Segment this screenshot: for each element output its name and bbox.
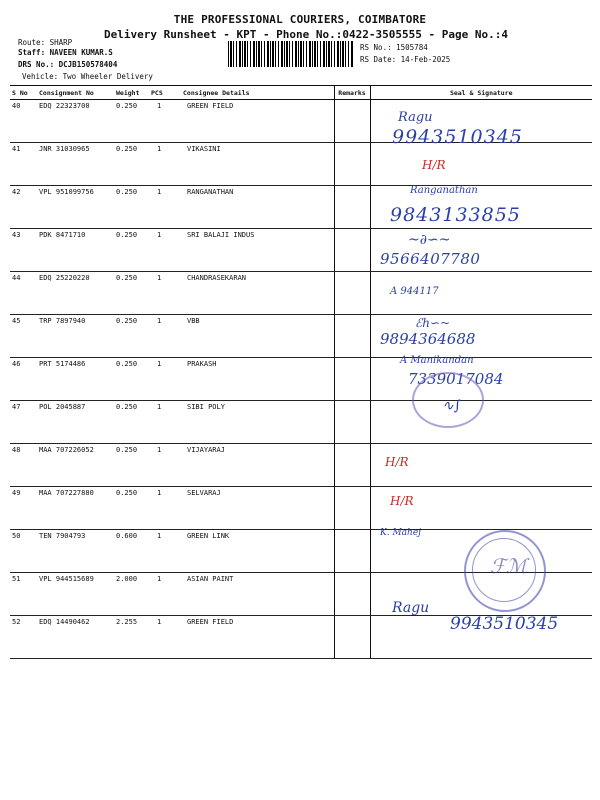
pcs-cell: 1 — [149, 272, 181, 315]
sig-r47-scribble: ∿∫ — [442, 398, 462, 414]
sno-cell: 47 — [10, 401, 37, 444]
consignment-cell: EDQ 14490462 — [37, 616, 114, 659]
consignee-cell: GREEN FIELD — [181, 100, 334, 143]
remarks-cell — [334, 100, 370, 143]
consignment-cell: TRP 7897940 — [37, 315, 114, 358]
header-weight: Weight — [114, 86, 149, 100]
table-row — [10, 358, 592, 401]
consignee-cell: SIBI POLY — [181, 401, 334, 444]
weight-cell: 0.250 — [114, 229, 149, 272]
remarks-cell — [334, 616, 370, 659]
consignment-cell: VPL 951099756 — [37, 186, 114, 229]
remarks-cell — [334, 530, 370, 573]
pcs-cell: 1 — [149, 315, 181, 358]
consignee-cell: SELVARAJ — [181, 487, 334, 530]
sig-r41-mark: H/R — [422, 158, 446, 172]
pcs-cell: 1 — [149, 100, 181, 143]
consignment-cell: TEN 7904793 — [37, 530, 114, 573]
sno-cell: 50 — [10, 530, 37, 573]
weight-cell: 0.250 — [114, 487, 149, 530]
remarks-cell — [334, 358, 370, 401]
sig-r42-phone: 9843133855 — [390, 204, 521, 226]
consignee-cell: VIKASINI — [181, 143, 334, 186]
consignee-cell: PRAKASH — [181, 358, 334, 401]
weight-cell: 0.600 — [114, 530, 149, 573]
pcs-cell: 1 — [149, 573, 181, 616]
sig-r46-phone: 9894364688 — [380, 330, 476, 348]
stamp-signature: ℱℳ — [490, 554, 528, 578]
weight-cell: 0.250 — [114, 401, 149, 444]
header-consignee: Consignee Details — [181, 86, 334, 100]
sig-r52-phone: 9943510345 — [450, 614, 559, 634]
sig-r43-phone: 9566407780 — [380, 250, 481, 268]
sno-cell: 43 — [10, 229, 37, 272]
consignment-cell: JNR 31030965 — [37, 143, 114, 186]
route-label: Route: SHARP — [18, 38, 73, 47]
weight-cell: 0.250 — [114, 143, 149, 186]
table-row — [10, 272, 592, 315]
remarks-cell — [334, 186, 370, 229]
drs-label: DRS No.: DCJB150578404 — [18, 60, 118, 69]
remarks-cell — [334, 401, 370, 444]
weight-cell: 0.250 — [114, 100, 149, 143]
weight-cell: 0.250 — [114, 272, 149, 315]
sig-r50-name: K. Mahej — [380, 528, 421, 538]
consignment-cell: EDQ 22323700 — [37, 100, 114, 143]
table-row — [10, 401, 592, 444]
sig-r45-scribble: ℰℎ∽~ — [415, 316, 451, 330]
sig-r40-phone: 9943510345 — [392, 126, 523, 148]
consignment-cell: MAA 707227880 — [37, 487, 114, 530]
consignee-cell: SRI BALAJI INDUS — [181, 229, 334, 272]
remarks-cell — [334, 573, 370, 616]
pcs-cell: 1 — [149, 444, 181, 487]
table-row — [10, 229, 592, 272]
barcode-image — [228, 41, 354, 67]
header-signature: Seal & Signature — [370, 86, 592, 100]
sno-cell: 40 — [10, 100, 37, 143]
remarks-cell — [334, 229, 370, 272]
consignment-cell: POL 2045887 — [37, 401, 114, 444]
rs-number: RS No.: 1505784 — [360, 43, 428, 52]
remarks-cell — [334, 487, 370, 530]
consignee-cell: VBB — [181, 315, 334, 358]
remarks-cell — [334, 272, 370, 315]
header-consignment: Consignment No — [37, 86, 114, 100]
sno-cell: 51 — [10, 573, 37, 616]
pcs-cell: 1 — [149, 401, 181, 444]
pcs-cell: 1 — [149, 143, 181, 186]
header-pcs: PCS — [149, 86, 181, 100]
weight-cell: 0.250 — [114, 315, 149, 358]
sig-r42-name: Ranganathan — [410, 185, 478, 196]
pcs-cell: 1 — [149, 616, 181, 659]
signature-cell — [370, 487, 592, 530]
sig-r48-mark: H/R — [385, 455, 409, 469]
sig-r52-name: Ragu — [392, 600, 430, 616]
consignment-cell: PDK 8471710 — [37, 229, 114, 272]
company-title: THE PROFESSIONAL COURIERS, COIMBATORE — [173, 13, 427, 26]
consignee-cell: GREEN LINK — [181, 530, 334, 573]
sno-cell: 45 — [10, 315, 37, 358]
table-row — [10, 444, 592, 487]
sno-cell: 52 — [10, 616, 37, 659]
sno-cell: 48 — [10, 444, 37, 487]
sno-cell: 44 — [10, 272, 37, 315]
sig-r47-phone: 7339017084 — [408, 370, 504, 388]
sig-r40-name: Ragu — [398, 110, 433, 125]
sig-r47-name: A Manikandan — [400, 355, 474, 366]
remarks-cell — [334, 444, 370, 487]
pcs-cell: 1 — [149, 487, 181, 530]
sno-cell: 42 — [10, 186, 37, 229]
consignee-cell: VIJAYARAJ — [181, 444, 334, 487]
consignment-cell: MAA 707226052 — [37, 444, 114, 487]
weight-cell: 2.000 — [114, 573, 149, 616]
rs-date: RS Date: 14-Feb-2025 — [360, 55, 451, 64]
weight-cell: 0.250 — [114, 186, 149, 229]
sig-r43-scribble: ~∂∽~ — [408, 232, 451, 248]
header-remarks: Remarks — [334, 86, 370, 100]
sig-r49-mark: H/R — [390, 494, 414, 508]
signature-cell — [370, 143, 592, 186]
pcs-cell: 1 — [149, 358, 181, 401]
consignee-cell: GREEN FIELD — [181, 616, 334, 659]
table-row — [10, 487, 592, 530]
weight-cell: 0.250 — [114, 358, 149, 401]
sno-cell: 41 — [10, 143, 37, 186]
pcs-cell: 1 — [149, 530, 181, 573]
sno-cell: 49 — [10, 487, 37, 530]
consignment-cell: EDQ 25220220 — [37, 272, 114, 315]
staff-label: Staff: NAVEEN KUMAR.S — [18, 48, 113, 57]
pcs-cell: 1 — [149, 186, 181, 229]
sig-r44-mark: A 944117 — [390, 286, 439, 297]
sno-cell: 46 — [10, 358, 37, 401]
remarks-cell — [334, 143, 370, 186]
table-row — [10, 315, 592, 358]
pcs-cell: 1 — [149, 229, 181, 272]
consignee-cell: RANGANATHAN — [181, 186, 334, 229]
header-sno: S No — [10, 86, 37, 100]
runsheet-subtitle: Delivery Runsheet - KPT - Phone No.:0422-3505555 - Page No.:4 — [104, 28, 508, 41]
weight-cell: 0.250 — [114, 444, 149, 487]
consignment-cell: VPL 944515689 — [37, 573, 114, 616]
table-row — [10, 143, 592, 186]
remarks-cell — [334, 315, 370, 358]
table-header-row — [10, 86, 592, 100]
vehicle-label: Vehicle: Two Wheeler Delivery — [22, 72, 153, 81]
asian-paints-stamp — [464, 530, 546, 612]
consignee-cell: ASIAN PAINT — [181, 573, 334, 616]
weight-cell: 2.255 — [114, 616, 149, 659]
consignment-cell: PRT 5174486 — [37, 358, 114, 401]
consignee-cell: CHANDRASEKARAN — [181, 272, 334, 315]
